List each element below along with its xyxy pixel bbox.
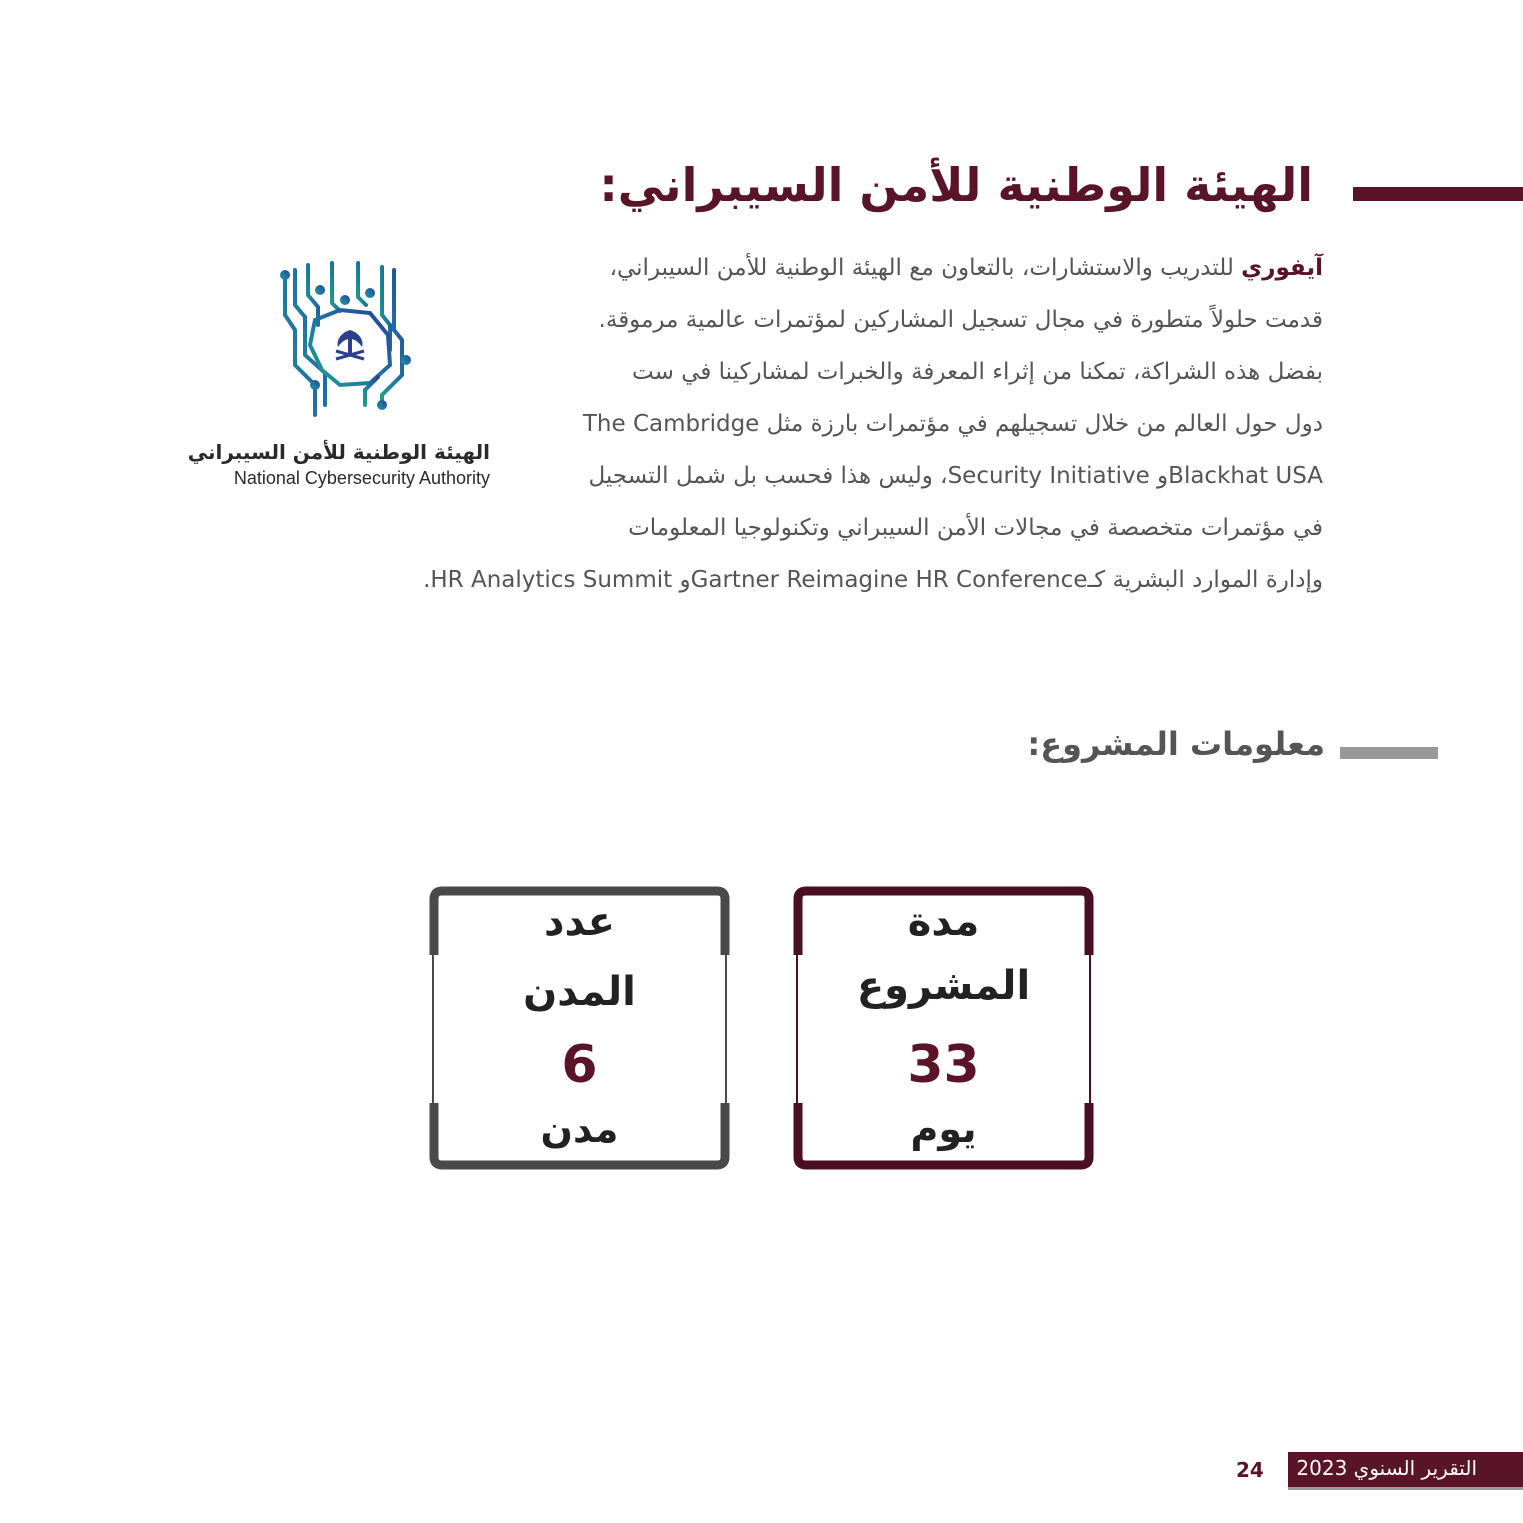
card-label-line1: عدد <box>544 899 615 945</box>
logo-name-arabic: الهيئة الوطنية للأمن السيبراني <box>187 440 490 464</box>
paragraph-line: قدمت حلولاً متطورة في مجال تسجيل المشاركين لمؤتمرات عالمية مرموقة. <box>598 307 1323 333</box>
footer-report-title: التقرير السنوي 2023 <box>1296 1456 1477 1480</box>
info-accent-bar <box>1340 747 1438 759</box>
card-unit: مدن <box>540 1107 619 1151</box>
paragraph-line: بفضل هذه الشراكة، تمكنا من إثراء المعرفة والخبرات لمشاركينا في ست <box>632 359 1323 385</box>
card-label-line1: مدة <box>907 899 980 945</box>
section-title: الهيئة الوطنية للأمن السيبراني: <box>599 158 1313 212</box>
card-unit: يوم <box>910 1107 977 1151</box>
card-value: 6 <box>561 1035 598 1095</box>
paragraph-line: آيفوري للتدريب والاستشارات، بالتعاون مع الهيئة الوطنية للأمن السيبراني، <box>609 255 1323 281</box>
project-info-title: معلومات المشروع: <box>1027 725 1325 763</box>
paragraph-line: في مؤتمرات متخصصة في مجالات الأمن السيبراني وتكنولوجيا المعلومات <box>628 515 1323 541</box>
paragraph-line: دول حول العالم من خلال تسجيلهم في مؤتمرات بارزة مثل The Cambridge <box>582 411 1323 437</box>
logo-name-english: National Cybersecurity Authority <box>233 468 490 488</box>
cities-count-card <box>428 885 731 1171</box>
paragraph-line: Blackhat USAو Security Initiative، وليس هذا فحسب بل شمل التسجيل <box>588 463 1323 489</box>
section-paragraph <box>373 242 1323 606</box>
paragraph-line: وإدارة الموارد البشرية كـGartner Reimagine HR Conferenceو HR Analytics Summit. <box>423 567 1323 593</box>
nca-logo-icon <box>270 255 420 425</box>
page-number: 24 <box>1236 1458 1264 1482</box>
card-label-line2: المدن <box>523 969 636 1015</box>
footer-report-badge <box>1288 1452 1523 1490</box>
project-duration-card <box>792 885 1095 1171</box>
brand-name: آيفوري <box>1241 255 1323 281</box>
card-value: 33 <box>907 1035 980 1095</box>
card-label-line2: المشروع <box>856 963 1031 1009</box>
title-accent-bar <box>1353 187 1523 201</box>
